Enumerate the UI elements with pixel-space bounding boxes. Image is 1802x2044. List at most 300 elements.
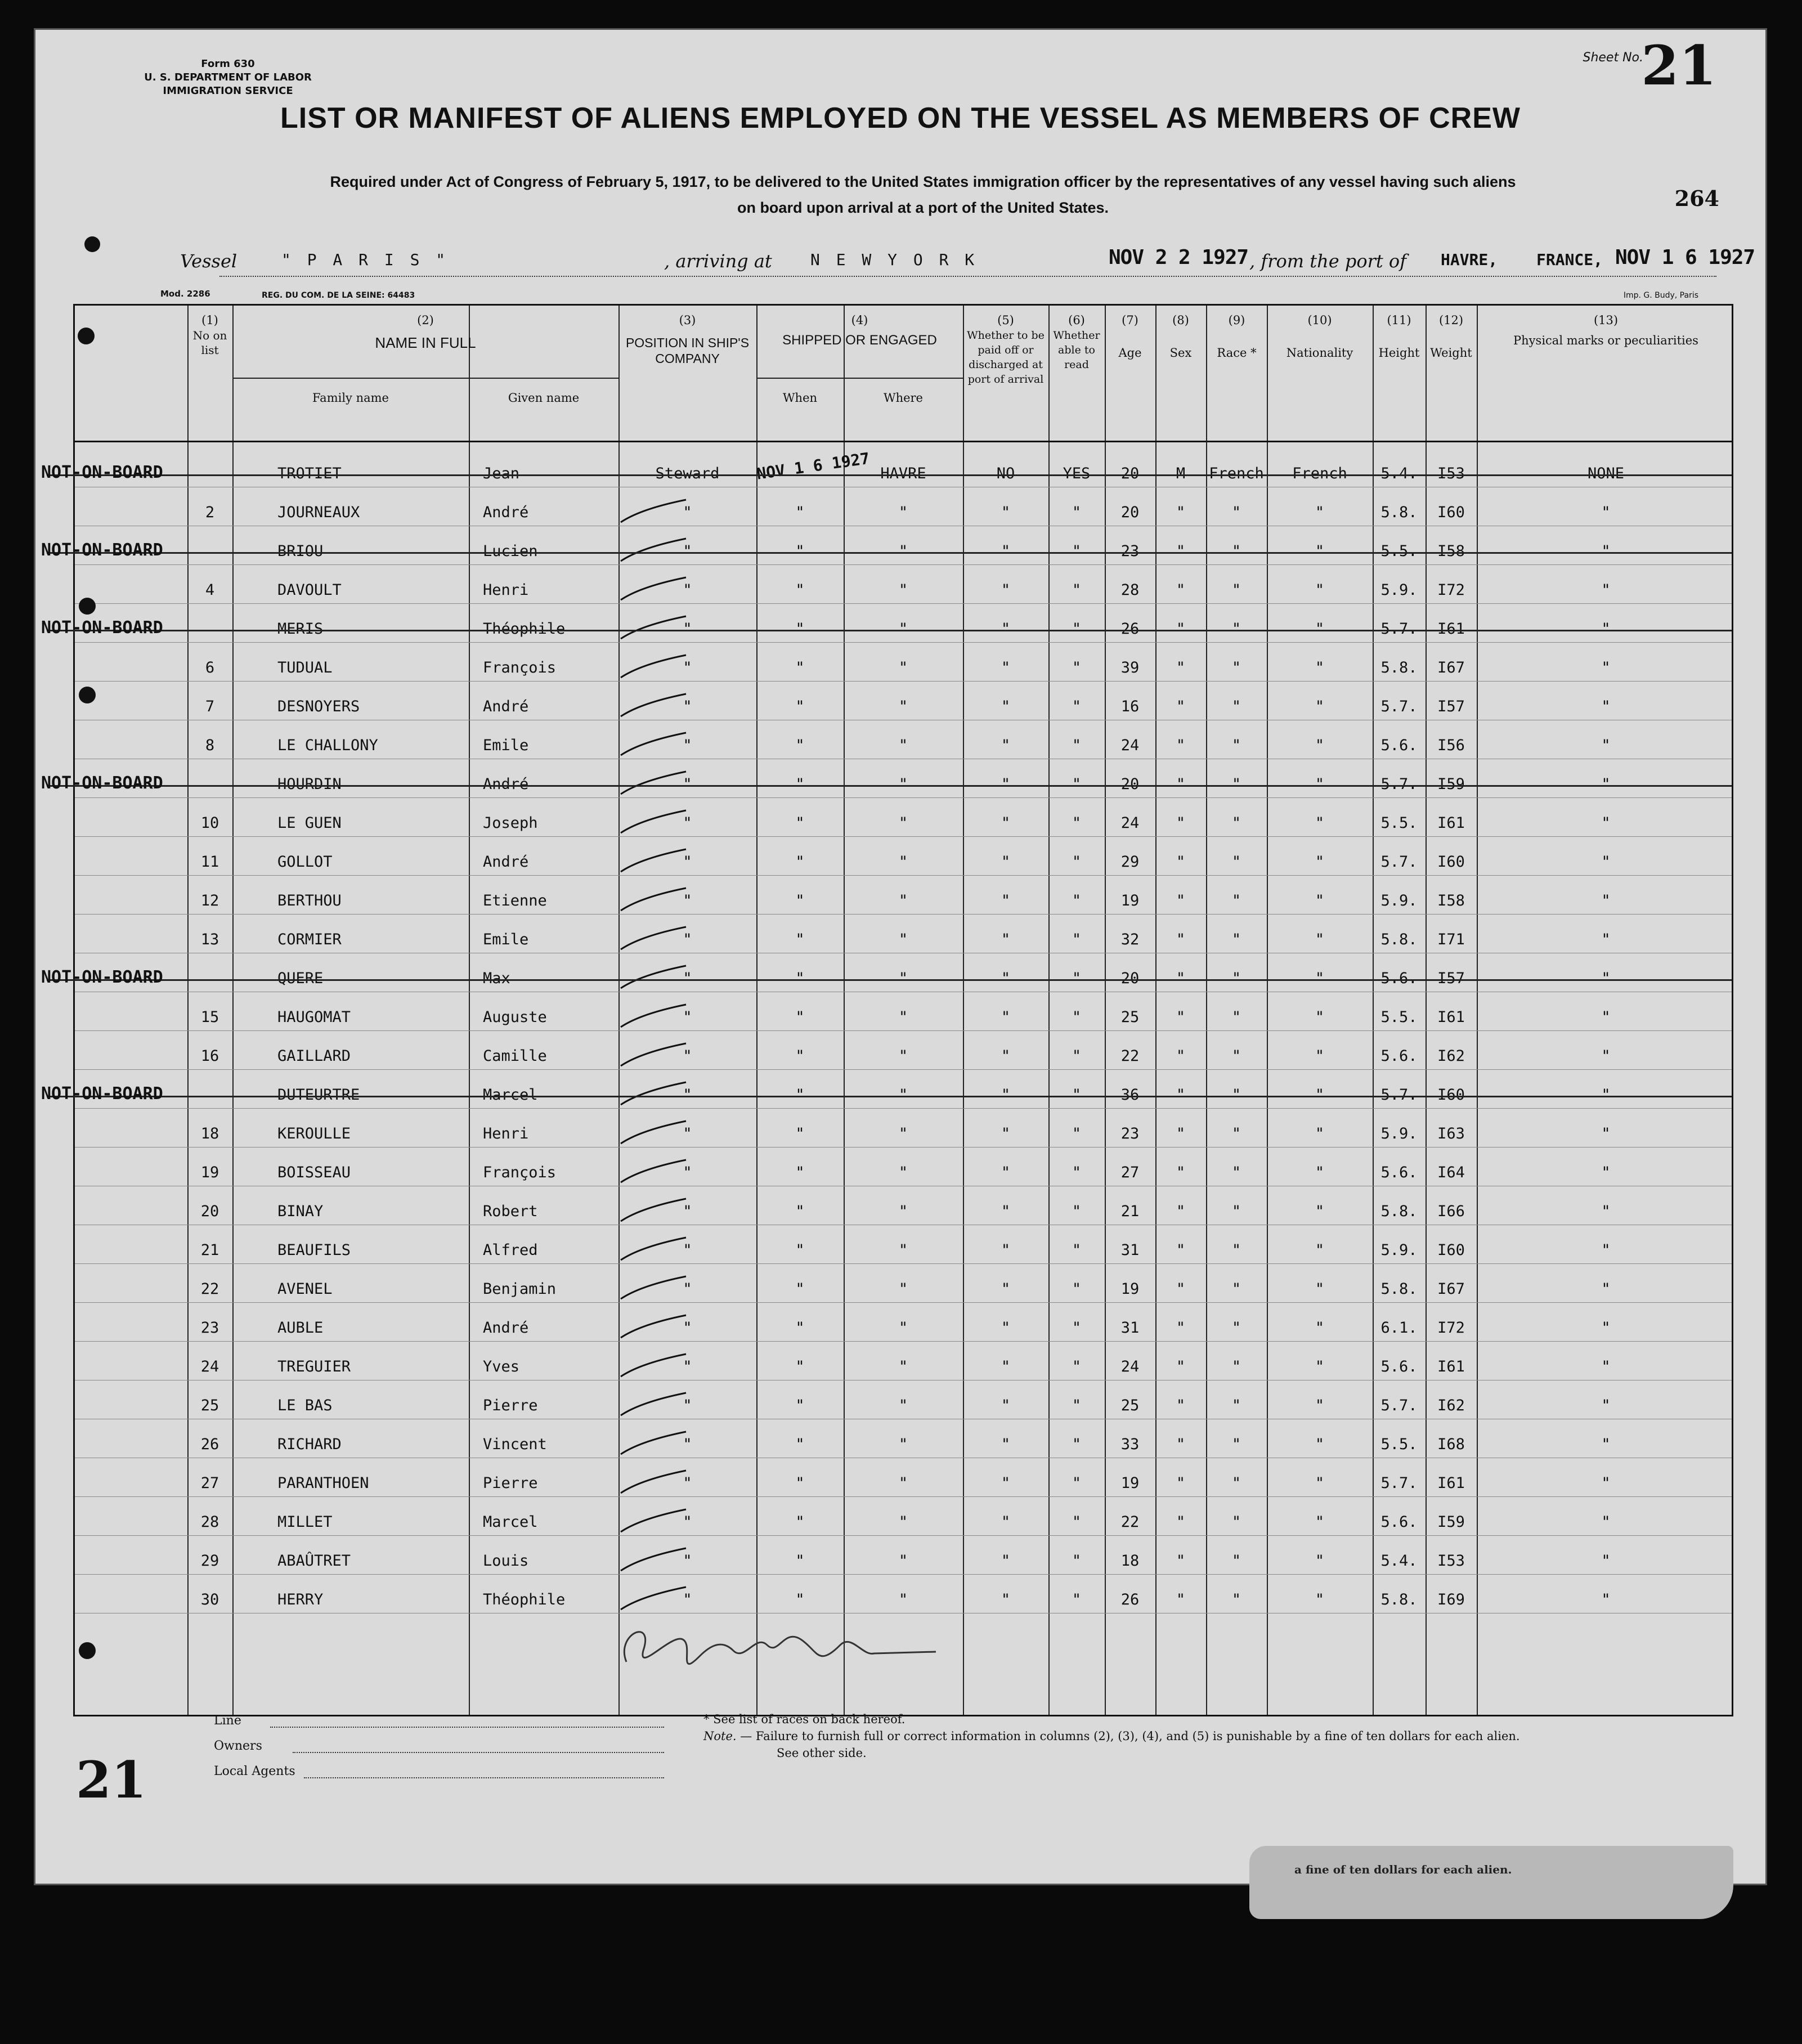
given-name: Emile <box>483 737 529 754</box>
check-mark-icon <box>618 1119 692 1146</box>
ditto-mark: " <box>1315 1436 1325 1453</box>
ditto-mark: " <box>1231 1008 1241 1026</box>
ditto-mark: " <box>1072 1125 1082 1142</box>
ditto-mark: " <box>1601 737 1611 754</box>
ditto-mark: " <box>898 1125 908 1142</box>
ditto-mark: " <box>1072 1552 1082 1570</box>
ditto-mark: " <box>683 737 692 754</box>
age: 20 <box>1120 970 1140 987</box>
given-name: Alfred <box>483 1241 538 1259</box>
ditto-mark: " <box>1315 1552 1325 1570</box>
not-on-board-stamp: NOT-ON-BOARD <box>41 967 163 987</box>
ditto-mark: " <box>683 1008 692 1026</box>
ditto-mark: " <box>795 1436 805 1453</box>
height: 6.1. <box>1380 1319 1418 1337</box>
ditto-mark: " <box>1231 698 1241 715</box>
ditto-mark: " <box>898 853 908 871</box>
height: 5.9. <box>1380 581 1418 599</box>
ditto-mark: " <box>1001 1591 1011 1608</box>
col-num-9: (9) <box>1228 313 1245 327</box>
given-name: Lucien <box>483 543 538 560</box>
ditto-mark: " <box>898 1203 908 1220</box>
ditto-mark: " <box>1176 1164 1186 1181</box>
ditto-mark: " <box>1315 1164 1325 1181</box>
given-name: Yves <box>483 1358 520 1375</box>
height: 5.4. <box>1380 465 1418 482</box>
col-header-weight: Weight <box>1430 346 1472 360</box>
row-number: 26 <box>200 1436 219 1453</box>
given-name: André <box>483 698 529 715</box>
ditto-mark: " <box>1001 776 1011 793</box>
ditto-mark: " <box>1315 659 1325 676</box>
row-number: 28 <box>200 1513 219 1531</box>
ditto-mark: " <box>1601 853 1611 871</box>
ditto-mark: " <box>1072 1047 1082 1065</box>
col-header-family: Family name <box>312 391 389 405</box>
strike-through-line <box>47 785 1732 787</box>
ditto-mark: " <box>898 1319 908 1337</box>
ditto-mark: " <box>1601 1008 1611 1026</box>
weight: I61 <box>1437 814 1465 832</box>
weight: I60 <box>1437 853 1465 871</box>
requirement-line-2: on board upon arrival at a port of the United States. <box>737 199 1109 216</box>
ditto-mark: " <box>1072 698 1082 715</box>
ditto-mark: " <box>1315 1125 1325 1142</box>
ditto-mark: " <box>1601 581 1611 599</box>
ditto-mark: " <box>1072 1397 1082 1414</box>
ditto-mark: " <box>1601 1552 1611 1570</box>
given-name: Vincent <box>483 1436 547 1453</box>
weight: I59 <box>1437 1513 1465 1531</box>
ditto-mark: " <box>898 659 908 676</box>
ditto-mark: " <box>1231 1436 1241 1453</box>
given-name: André <box>483 504 529 521</box>
given-name: Emile <box>483 931 529 948</box>
not-on-board-stamp: NOT-ON-BOARD <box>41 1084 163 1104</box>
age: 23 <box>1120 1125 1140 1142</box>
ditto-mark: " <box>1315 620 1325 638</box>
height: 5.6. <box>1380 1358 1418 1375</box>
signature-icon <box>604 1600 942 1690</box>
ditto-mark: " <box>1231 1164 1241 1181</box>
ditto-mark: " <box>898 1397 908 1414</box>
punch-hole <box>79 598 96 615</box>
vessel-line <box>180 246 1756 284</box>
weight: I66 <box>1437 1203 1465 1220</box>
paid-off: NO <box>996 465 1015 482</box>
height: 5.7. <box>1380 1086 1418 1104</box>
family-name: GOLLOT <box>277 853 333 871</box>
ditto-mark: " <box>1072 1086 1082 1104</box>
ditto-mark: " <box>1072 1358 1082 1375</box>
ditto-mark: " <box>1231 931 1241 948</box>
check-mark-icon <box>618 497 692 525</box>
row-number: 11 <box>200 853 219 871</box>
col-header-sex: Sex <box>1169 346 1192 360</box>
ditto-mark: " <box>1601 698 1611 715</box>
ditto-mark: " <box>795 543 805 560</box>
punch-hole <box>79 687 96 703</box>
weight: I53 <box>1437 1552 1465 1570</box>
weight: I68 <box>1437 1436 1465 1453</box>
given-name: André <box>483 776 529 793</box>
age: 20 <box>1120 504 1140 521</box>
col-header-nationality: Nationality <box>1286 346 1353 360</box>
ditto-mark: " <box>795 620 805 638</box>
ditto-mark: " <box>898 1241 908 1259</box>
check-mark-icon <box>618 769 692 796</box>
check-mark-icon <box>618 886 692 913</box>
col-header-position: POSITION IN SHIP'S COMPANY <box>625 335 750 366</box>
ditto-mark: " <box>898 1047 908 1065</box>
ditto-mark: " <box>1072 1203 1082 1220</box>
age: 26 <box>1120 620 1140 638</box>
ditto-mark: " <box>1001 970 1011 987</box>
ditto-mark: " <box>1231 814 1241 832</box>
ditto-mark: " <box>795 1047 805 1065</box>
ditto-mark: " <box>1231 1086 1241 1104</box>
age: 22 <box>1120 1513 1140 1531</box>
check-mark-icon <box>618 1352 692 1379</box>
ditto-mark: " <box>1601 620 1611 638</box>
col-header-given: Given name <box>508 391 580 405</box>
ditto-mark: " <box>1001 1047 1011 1065</box>
ditto-mark: " <box>1176 1125 1186 1142</box>
ditto-mark: " <box>898 1552 908 1570</box>
ditto-mark: " <box>1601 543 1611 560</box>
ditto-mark: " <box>1001 1513 1011 1531</box>
check-mark-icon <box>618 847 692 874</box>
ditto-mark: " <box>1001 737 1011 754</box>
check-mark-icon <box>618 1080 692 1107</box>
age: 16 <box>1120 698 1140 715</box>
height: 5.6. <box>1380 1047 1418 1065</box>
ditto-mark: " <box>898 1513 908 1531</box>
height: 5.6. <box>1380 1513 1418 1531</box>
ditto-mark: " <box>1315 1397 1325 1414</box>
height: 5.5. <box>1380 1008 1418 1026</box>
ditto-mark: " <box>1001 814 1011 832</box>
ditto-mark: " <box>1315 1241 1325 1259</box>
department-name: U. S. DEPARTMENT OF LABOR <box>144 71 312 83</box>
ditto-mark: " <box>898 931 908 948</box>
strike-through-line <box>47 552 1732 554</box>
row-number: 4 <box>205 581 215 599</box>
ditto-mark: " <box>1231 1358 1241 1375</box>
given-name: Marcel <box>483 1086 538 1104</box>
ditto-mark: " <box>898 1358 908 1375</box>
row-number: 19 <box>200 1164 219 1181</box>
from-label: , from the port of <box>1249 250 1407 272</box>
family-name: HOURDIN <box>277 776 342 793</box>
ditto-mark: " <box>1072 659 1082 676</box>
given-name: Théophile <box>483 620 566 638</box>
ditto-mark: " <box>1601 1047 1611 1065</box>
family-name: DUTEURTRE <box>277 1086 360 1104</box>
nationality: French <box>1292 465 1347 482</box>
family-name: LE GUEN <box>277 814 342 832</box>
ditto-mark: " <box>1315 970 1325 987</box>
ditto-mark: " <box>683 1397 692 1414</box>
ditto-mark: " <box>1072 1319 1082 1337</box>
torn-paper-fragment <box>1249 1846 1733 1919</box>
ditto-mark: " <box>683 892 692 909</box>
family-name: PARANTHOEN <box>277 1474 369 1492</box>
ditto-mark: " <box>1231 1125 1241 1142</box>
service-name: IMMIGRATION SERVICE <box>163 85 293 97</box>
given-name: François <box>483 1164 557 1181</box>
ditto-mark: " <box>1001 581 1011 599</box>
ditto-mark: " <box>1601 1203 1611 1220</box>
ditto-mark: " <box>795 931 805 948</box>
mod-number: Mod. 2286 <box>160 289 210 299</box>
ditto-mark: " <box>1176 543 1186 560</box>
family-name: GAILLARD <box>277 1047 351 1065</box>
ditto-mark: " <box>1231 620 1241 638</box>
ditto-mark: " <box>795 1280 805 1298</box>
ditto-mark: " <box>898 1436 908 1453</box>
height: 5.8. <box>1380 504 1418 521</box>
ditto-mark: " <box>1072 970 1082 987</box>
ditto-mark: " <box>795 1513 805 1531</box>
ditto-mark: " <box>898 737 908 754</box>
ditto-mark: " <box>1176 659 1186 676</box>
height: 5.4. <box>1380 1552 1418 1570</box>
ditto-mark: " <box>1072 1591 1082 1608</box>
ditto-mark: " <box>1315 892 1325 909</box>
departure-date-stamp: NOV 1 6 1927 <box>1615 246 1755 269</box>
family-name: MILLET <box>277 1513 333 1531</box>
ditto-mark: " <box>1315 1280 1325 1298</box>
ditto-mark: " <box>1072 853 1082 871</box>
col-num-11: (11) <box>1387 313 1411 327</box>
ditto-mark: " <box>1176 1280 1186 1298</box>
check-mark-icon <box>618 808 692 835</box>
form-header <box>144 57 312 98</box>
ditto-mark: " <box>1001 1241 1011 1259</box>
col-num-3: (3) <box>679 313 696 327</box>
ditto-mark: " <box>898 970 908 987</box>
ditto-mark: " <box>1176 504 1186 521</box>
row-number: 2 <box>205 504 215 521</box>
weight: I61 <box>1437 620 1465 638</box>
ditto-mark: " <box>1072 892 1082 909</box>
ditto-mark: " <box>898 892 908 909</box>
given-name: Camille <box>483 1047 547 1065</box>
local-agents-label: Local Agents <box>214 1764 295 1778</box>
family-name: TROTIET <box>277 465 342 482</box>
ditto-mark: " <box>683 581 692 599</box>
given-name: Théophile <box>483 1591 566 1608</box>
ditto-mark: " <box>795 1164 805 1181</box>
check-mark-icon <box>618 963 692 990</box>
ditto-mark: " <box>795 659 805 676</box>
arrival-port: N E W Y O R K <box>810 250 978 269</box>
ditto-mark: " <box>898 543 908 560</box>
ditto-mark: " <box>1072 504 1082 521</box>
ditto-mark: " <box>1601 1241 1611 1259</box>
ditto-mark: " <box>1176 737 1186 754</box>
family-name: DAVOULT <box>277 581 342 599</box>
ditto-mark: " <box>795 1086 805 1104</box>
height: 5.7. <box>1380 1397 1418 1414</box>
ditto-mark: " <box>1001 1086 1011 1104</box>
family-name: KEROULLE <box>277 1125 351 1142</box>
row-number: 22 <box>200 1280 219 1298</box>
height: 5.7. <box>1380 1474 1418 1492</box>
ditto-mark: " <box>1072 737 1082 754</box>
ditto-mark: " <box>1176 776 1186 793</box>
age: 19 <box>1120 1280 1140 1298</box>
ditto-mark: " <box>1231 1047 1241 1065</box>
age: 26 <box>1120 1591 1140 1608</box>
age: 27 <box>1120 1164 1140 1181</box>
family-name: RICHARD <box>277 1436 342 1453</box>
ditto-mark: " <box>1072 1280 1082 1298</box>
ditto-mark: " <box>795 814 805 832</box>
row-number: 16 <box>200 1047 219 1065</box>
check-mark-icon <box>618 692 692 719</box>
ditto-mark: " <box>1315 1008 1325 1026</box>
row-number: 13 <box>200 931 219 948</box>
ditto-mark: " <box>1072 776 1082 793</box>
family-name: HERRY <box>277 1591 324 1608</box>
ditto-mark: " <box>1601 1513 1611 1531</box>
ditto-mark: " <box>1072 931 1082 948</box>
weight: I58 <box>1437 543 1465 560</box>
ditto-mark: " <box>1315 776 1325 793</box>
ditto-mark: " <box>1176 1319 1186 1337</box>
height: 5.7. <box>1380 776 1418 793</box>
family-name: BINAY <box>277 1203 324 1220</box>
ditto-mark: " <box>1231 1397 1241 1414</box>
ditto-mark: " <box>1601 504 1611 521</box>
ditto-mark: " <box>1176 698 1186 715</box>
weight: I62 <box>1437 1397 1465 1414</box>
weight: I72 <box>1437 1319 1465 1337</box>
col-num-2: (2) <box>417 313 434 327</box>
age: 29 <box>1120 853 1140 871</box>
footnote <box>703 1711 1604 1761</box>
where: HAVRE <box>880 465 926 482</box>
family-name: AUBLE <box>277 1319 324 1337</box>
ditto-mark: " <box>683 504 692 521</box>
row-number: 27 <box>200 1474 219 1492</box>
family-name: AVENEL <box>277 1280 333 1298</box>
weight: I72 <box>1437 581 1465 599</box>
weight: I61 <box>1437 1474 1465 1492</box>
ditto-mark: " <box>683 970 692 987</box>
ditto-mark: " <box>1001 892 1011 909</box>
ditto-mark: " <box>1315 1474 1325 1492</box>
ditto-mark: " <box>1601 970 1611 987</box>
height: 5.9. <box>1380 1125 1418 1142</box>
ditto-mark: " <box>1601 1125 1611 1142</box>
page-code: 264 <box>1674 186 1719 211</box>
height: 5.5. <box>1380 1436 1418 1453</box>
ditto-mark: " <box>1315 1513 1325 1531</box>
col-num-4: (4) <box>851 313 868 327</box>
position: Steward <box>655 465 720 482</box>
weight: I62 <box>1437 1047 1465 1065</box>
punch-hole <box>79 1642 96 1659</box>
height: 5.5. <box>1380 543 1418 560</box>
ditto-mark: " <box>1072 1436 1082 1453</box>
ditto-mark: " <box>1601 1086 1611 1104</box>
sheet-label: Sheet No. <box>1583 51 1643 65</box>
strike-through-line <box>47 1096 1732 1097</box>
age: 24 <box>1120 814 1140 832</box>
strike-through-line <box>47 630 1732 631</box>
ditto-mark: " <box>795 970 805 987</box>
ditto-mark: " <box>683 1436 692 1453</box>
ditto-mark: " <box>1231 504 1241 521</box>
ditto-mark: " <box>1601 1474 1611 1492</box>
col-header-when: When <box>782 391 818 405</box>
ditto-mark: " <box>898 504 908 521</box>
col-header-read: Whether able to read <box>1053 329 1100 371</box>
height: 5.8. <box>1380 1203 1418 1220</box>
ditto-mark: " <box>1001 659 1011 676</box>
row-number: 24 <box>200 1358 219 1375</box>
arriving-label: , arriving at <box>664 250 772 272</box>
family-name: BEAUFILS <box>277 1241 351 1259</box>
requirement-text <box>169 169 1677 221</box>
ditto-mark: " <box>898 1591 908 1608</box>
ditto-mark: " <box>1001 1397 1011 1414</box>
check-mark-icon <box>618 575 692 602</box>
check-mark-icon <box>618 1391 692 1418</box>
ditto-mark: " <box>898 1164 908 1181</box>
col-num-5: (5) <box>997 313 1014 327</box>
check-mark-icon <box>618 1429 692 1456</box>
ditto-mark: " <box>1231 1203 1241 1220</box>
family-name: TREGUIER <box>277 1358 351 1375</box>
ditto-mark: " <box>1176 1203 1186 1220</box>
check-mark-icon <box>618 614 692 641</box>
ditto-mark: " <box>1001 1358 1011 1375</box>
ditto-mark: " <box>1001 1436 1011 1453</box>
ditto-mark: " <box>1315 698 1325 715</box>
sheet-number: 21 <box>1641 34 1716 97</box>
ditto-mark: " <box>1001 1203 1011 1220</box>
requirement-line-1: Required under Act of Congress of February 5, 1917, to be delivered to the United States immigration officer by the representatives of any vessel having such aliens <box>330 173 1516 190</box>
ditto-mark: " <box>683 1047 692 1065</box>
check-mark-icon <box>618 730 692 757</box>
not-on-board-stamp: NOT-ON-BOARD <box>41 618 163 638</box>
ditto-mark: " <box>1072 814 1082 832</box>
col-header-name: NAME IN FULL <box>375 334 476 351</box>
given-name: Joseph <box>483 814 538 832</box>
check-mark-icon <box>618 1002 692 1029</box>
ditto-mark: " <box>1231 737 1241 754</box>
manifest-sheet <box>34 28 1767 1885</box>
row-number: 8 <box>205 737 215 754</box>
owners-label: Owners <box>214 1739 262 1753</box>
ditto-mark: " <box>1601 1436 1611 1453</box>
ditto-mark: " <box>1176 1436 1186 1453</box>
row-number: 29 <box>200 1552 219 1570</box>
ditto-mark: " <box>1176 1474 1186 1492</box>
col-header-no: No on list <box>192 329 227 357</box>
physical-marks: NONE <box>1587 465 1625 482</box>
weight: I59 <box>1437 776 1465 793</box>
ditto-mark: " <box>683 1474 692 1492</box>
age: 32 <box>1120 931 1140 948</box>
family-name: BOISSEAU <box>277 1164 351 1181</box>
ditto-mark: " <box>1176 1513 1186 1531</box>
ditto-mark: " <box>1231 970 1241 987</box>
